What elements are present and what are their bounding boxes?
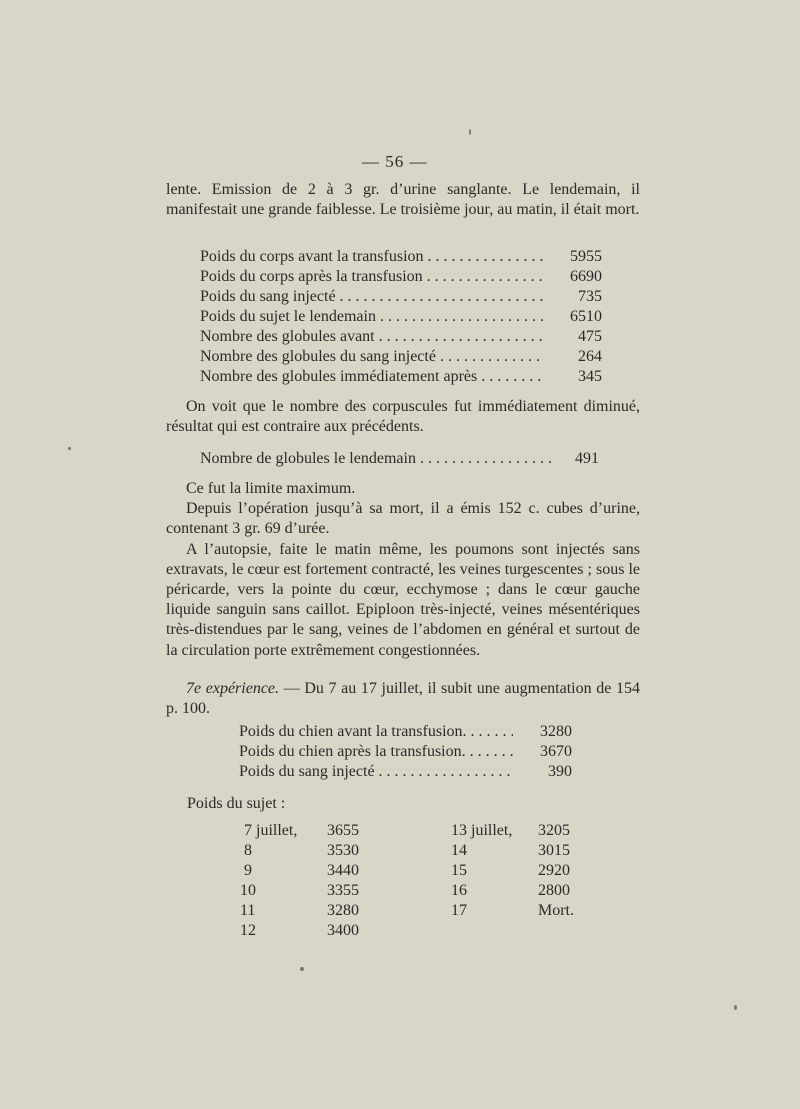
row-label: Poids du sang injecté . . . xyxy=(200,287,544,307)
weight-day: 10 xyxy=(240,882,256,899)
table-row xyxy=(239,742,572,762)
row-value: 475 xyxy=(544,327,602,347)
paragraph-line: Ce fut la limite maximum. xyxy=(186,480,356,497)
paragraph-observation: On voit que le nombre des corpuscules fut immédiatement diminué, résultat qui est contraire aux précédents. xyxy=(166,398,640,436)
row-value: 6690 xyxy=(544,267,602,287)
row-label: Nombre des globules du sang injecté . . . xyxy=(200,347,544,367)
weight-day: 14 xyxy=(451,842,467,859)
weight-value: 3530 xyxy=(327,842,359,859)
table-row xyxy=(239,762,572,782)
row-value: 3670 xyxy=(513,742,572,762)
weight-day: 11 xyxy=(240,902,256,919)
table-row xyxy=(200,449,599,469)
weight-value: 2920 xyxy=(538,862,570,879)
table-row xyxy=(200,267,602,287)
weight-value: 3205 xyxy=(538,822,570,839)
row-label: Poids du corps avant la transfusion . . . xyxy=(200,247,544,267)
table-row xyxy=(200,247,602,267)
paragraph-line: A l’autopsie, faite le matin même, les poumons sont injectés sans extravats, le cœur est fortement contracté, les veines turgescentes ; sous le péricarde, vers la pointe du cœur, ecchymose ; dans le cœur gauche liquide sanguin sans caillot. Epiploon très-injecté, veines mésentériques très-distendues par le sang, veines de l’abdomen en général et surtout de la circulation porte extrêmement congestionnées. xyxy=(166,540,640,659)
weight-day: 16 xyxy=(451,882,467,899)
row-label: Nombre de globules le lendemain . . . xyxy=(200,449,551,469)
globules-table xyxy=(200,449,599,469)
paper-speck xyxy=(469,129,471,135)
table-row xyxy=(200,327,602,347)
weight-day: 17 xyxy=(451,902,467,919)
weight-day: 9 xyxy=(244,862,252,879)
row-label: Poids du chien avant la transfusion. . . . xyxy=(239,722,513,742)
weight-value: 3355 xyxy=(327,882,359,899)
weight-value: Mort. xyxy=(538,902,574,919)
row-value: 3280 xyxy=(513,722,572,742)
row-label: Poids du corps après la transfusion . . . xyxy=(200,267,544,287)
paragraph-intro: lente. Emission de 2 à 3 gr. d’urine sanglante. Le lendemain, il manifestait une grande faiblesse. Le troisième jour, au matin, il était mort. xyxy=(166,181,640,219)
row-label: Nombre des globules avant . . . xyxy=(200,327,544,347)
paragraph-line: Depuis l’opération jusqu’à sa mort, il a émis 152 c. cubes d’urine, contenant 3 gr. 69 d’urée. xyxy=(166,500,640,538)
weight-value: 3400 xyxy=(327,922,359,939)
row-value: 345 xyxy=(544,367,602,387)
table-row xyxy=(200,347,602,367)
row-value: 264 xyxy=(544,347,602,367)
paragraph-autopsy xyxy=(166,479,640,661)
weight-day: 12 xyxy=(240,922,256,939)
row-label: Poids du sang injecté . . . xyxy=(239,762,513,782)
paragraph-experiment xyxy=(166,679,640,719)
experiment-label: 7e expérience. xyxy=(186,680,280,697)
row-value: 6510 xyxy=(544,307,602,327)
weight-day: 8 xyxy=(244,842,252,859)
paper-speck xyxy=(68,447,71,450)
table-row xyxy=(200,307,602,327)
row-label: Poids du chien après la transfusion. . . . xyxy=(239,742,513,762)
weight-day: 15 xyxy=(451,862,467,879)
paper-speck xyxy=(734,1005,737,1010)
table-row xyxy=(200,367,602,387)
page-number: — 56 — xyxy=(362,152,428,171)
table-row xyxy=(239,722,572,742)
row-value: 735 xyxy=(544,287,602,307)
weight-day: 13 juillet, xyxy=(451,822,513,839)
row-value: 491 xyxy=(551,449,599,469)
row-label: Poids du sujet le lendemain . . . xyxy=(200,307,544,327)
weight-day: 7 juillet, xyxy=(244,822,298,839)
paper-speck xyxy=(300,967,304,971)
dog-weights-table xyxy=(239,722,572,782)
weight-value: 3280 xyxy=(327,902,359,919)
row-label: Nombre des globules immédiatement après . . . xyxy=(200,367,544,387)
weight-value: 3655 xyxy=(327,822,359,839)
table-row xyxy=(200,287,602,307)
weight-value: 3440 xyxy=(327,862,359,879)
measurements-table xyxy=(200,247,602,387)
daily-weights-heading: Poids du sujet : xyxy=(187,795,286,812)
row-value: 5955 xyxy=(544,247,602,267)
weight-value: 2800 xyxy=(538,882,570,899)
experiment-text: — Du 7 au 17 juillet, il subit une augmentation de 154 p. 100. xyxy=(166,680,640,718)
row-value: 390 xyxy=(513,762,572,782)
weight-value: 3015 xyxy=(538,842,570,859)
